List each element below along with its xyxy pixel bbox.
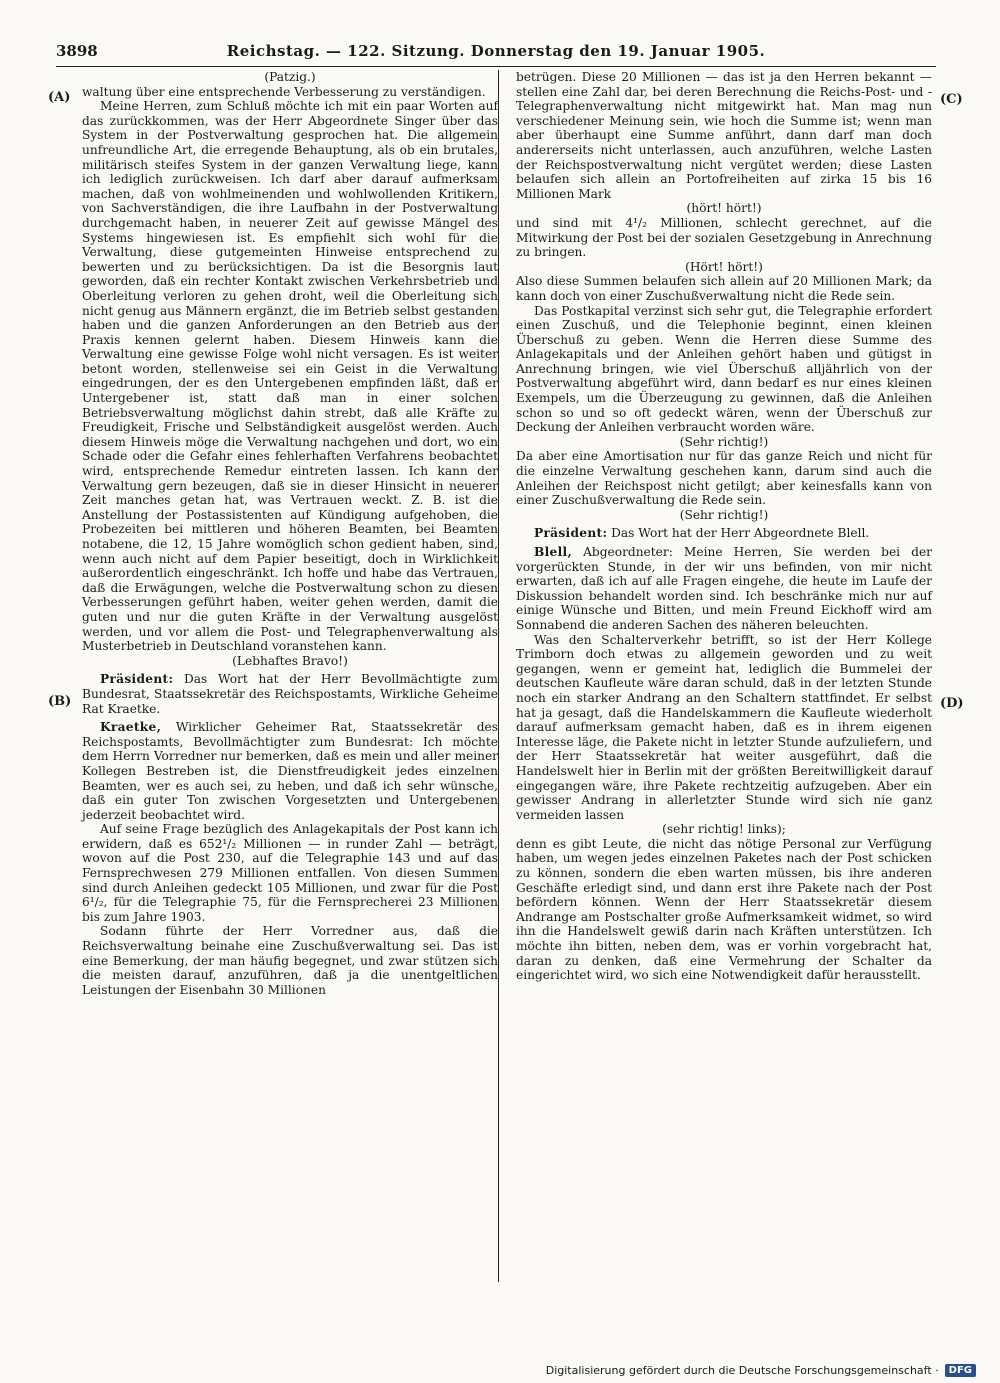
interjection: (Patzig.)	[264, 70, 316, 84]
margin-label-b: (B)	[48, 694, 72, 709]
running-head: Reichstag. — 122. Sitzung. Donnerstag den 19. Januar 1905.	[226, 42, 766, 60]
paragraph: Meine Herren, zum Schluß möchte ich mit ein paar Worten auf das zurückkommen, was der Herr Abgeordnete Singer über das System in der Postverwaltung gesprochen hat. Die allgemein unfreundliche Art, die erregende Behauptung, als ob ein brutales, militärisch steifes System in der ganzen Verwaltung liege, kann ich lediglich zurückweisen. Ich darf aber darauf aufmerksam machen, daß von wohlmeinenden und wohlwollenden Kritikern, von Sachverständigen, die ihre Laufbahn in der Postverwaltung durchgemacht haben, in neuerer Zeit auf gewisse Mängel des Systems hingewiesen ist. Es empfiehlt sich wohl für die Verwaltung, diese gutgemeinten Hinweise entsprechend zu bewerten und zu berücksichtigen. Da ist die Besorgnis laut geworden, daß ein rechter Kontakt zwischen Verkehrsbetrieb und Oberleitung verloren zu gehen droht, weil die Oberleitung sich nicht genug aus Männern ergänzt, die im Betrieb selbst gestanden haben und die ganzen Anforderungen an den Betrieb aus der Praxis kennen gelernt haben. Diesem Hinweis kann die Verwaltung eine gewisse Folge wohl nicht versagen. Es ist weiter betont worden, stellenweise sei ein Geist in die Verwaltung eingedrungen, der es den Untergebenen empfinden läßt, daß er Untergebener ist, statt daß man in einer solchen Betriebsverwaltung möglichst dahin strebt, daß alle Kräfte zu Freudigkeit, Frische und Selbständigkeit ausgelöst werden. Auch diesem Hinweis möge die Verwaltung nachgehen und dort, wo ein Schade oder die Gefahr eines fehlerhaften Verfahrens beobachtet wird, entsprechende Remedur eintreten lassen. Ich kann der Verwaltung gern bezeugen, daß sie in dieser Hinsicht in neuerer Zeit manches getan hat, was Vertrauen weckt. Z. B. ist die Anstellung der Postassistenten auf Kündigung aufgehoben, die Probezeiten bei mittleren und höheren Beamten, bei Beamten notabene, die 12, 15 Jahre womöglich schon gedient haben, sind, wenn auch nicht auf dem Papier beseitigt, doch in Wirklichkeit außerordentlich eingeschränkt. Ich hoffe und habe das Vertrauen, daß die Erwägungen, welche die Postverwaltung schon zu diesen Verbesserungen geführt haben, weiter gehen werden, damit die guten und nur die guten Kräfte in der Verwaltung ausgelöst werden, und vor allem die Post- und Telegraphenverwaltung als Musterbetrieb in Deutschland voranstehen kann.	[82, 99, 498, 654]
paragraph: Was den Schalterverkehr betrifft, so ist der Herr Kollege Trimborn doch etwas zu allgemein geworden und zu weit gegangen, wenn er gemeint hat, lediglich die Bummelei der deutschen Kaufleute wäre daran schuld, daß in der letzten Stunde noch ein starker Andrang an den Schaltern stattfindet. Er selbst hat ja gesagt, daß die Handelskammern die Kaufleute wiederholt darauf aufmerksam gemacht haben, daß es in ihrem eigenen Interesse läge, die Pakete nicht in letzter Stunde aufzuliefern, und der Herr Staatssekretär hat weiter ausgeführt, daß die Handelswelt hier in Berlin mit der größten Bereitwilligkeit darauf eingegangen wäre, ihre Pakete rechtzeitig aufzugeben. Aber ein gewisser Andrang in allerletzter Stunde wird sich nie ganz vermeiden lassen	[516, 632, 932, 822]
paragraph: waltung über eine entsprechende Verbesserung zu verständigen.	[82, 84, 486, 99]
paragraph: Das Postkapital verzinst sich sehr gut, die Telegraphie erfordert einen Zuschuß, und die Telephonie beginnt, einen kleinen Überschuß zu geben. Wenn die Herren diese Summe des Anlagekapitals und der Anleihen gehört haben und gütigst in Anrechnung bringen, wie viel Überschuß alljährlich von der Postverwaltung abgeführt wird, dann bedarf es nur eines kleinen Exempels, um die Überzeugung zu gewinnen, daß die Anleihen schon so und so oft gedeckt wären, wenn der Überschuß zur Deckung der Anleihen verbraucht worden wäre.	[516, 303, 932, 435]
margin-label-d: (D)	[940, 696, 964, 711]
speaker-name: Blell,	[534, 545, 572, 559]
header-rule	[56, 66, 936, 67]
speaker-name: Präsident:	[534, 526, 608, 541]
speaker-paragraph	[82, 720, 498, 822]
paragraph: Auf seine Frage bezüglich des Anlagekapitals der Post kann ich erwidern, daß es 652¹/₂ Millionen — in runder Zahl — beträgt, wovon auf die Post 230, auf die Telegraphie 143 und auf das Fernsprechwesen 279 Millionen entfallen. Von diesen Summen sind durch Anleihen gedeckt 105 Millionen, und zwar für die Post 6¹/₂, für die Telegraphie 75, für die Fernsprecherei 23 Millionen bis zum Jahre 1903.	[82, 822, 498, 924]
page-number: 3898	[56, 42, 98, 60]
dfg-logo: DFG	[945, 1364, 976, 1377]
paragraph: Also diese Summen belaufen sich allein auf 20 Millionen Mark; da kann doch von einer Zuschußverwaltung nicht die Rede sein.	[516, 274, 932, 303]
speaker-paragraph	[516, 545, 932, 633]
margin-label-c: (C)	[940, 92, 963, 107]
speech-text: Das Wort hat der Herr Abgeordnete Blell.	[611, 526, 870, 541]
interjection: (sehr richtig! links);	[662, 822, 786, 837]
speaker-paragraph	[516, 526, 932, 541]
paragraph: Sodann führte der Herr Vorredner aus, daß die Reichsverwaltung beinahe eine Zuschußverwaltung sei. Das ist eine Bemerkung, der man häufig begegnet, und zwar stützen sich die meisten darauf, anzuführen, daß ja die unentgeltlichen Leistungen der Eisenbahn 30 Millionen	[82, 924, 498, 997]
interjection: (Sehr richtig!)	[679, 434, 769, 449]
paragraph: betrügen. Diese 20 Millionen — das ist ja den Herren bekannt — stellen eine Zahl dar, bei deren Berechnung die Reichs-Post- und -Telegraphenverwaltung nicht mitgewirkt hat. Man mag nun verschiedener Meinung sein, wie hoch die Summe ist; wenn man aber überhaupt eine Summe anführt, dann darf man doch andererseits nicht unterlassen, auch anzuführen, welche Lasten der Reichspostverwaltung nicht vergütet werden; diese Lasten belaufen sich allein an Portofreiheiten auf zirka 15 bis 16 Millionen Mark	[516, 70, 932, 201]
interjection: (Lebhaftes Bravo!)	[232, 653, 348, 668]
speaker-paragraph	[82, 672, 498, 716]
speech-text: Abgeordneter: Meine Herren, Sie werden bei der vorgerückten Stunde, in der wir uns befinden, von mir nicht erwarten, daß ich auf alle Fragen eingehe, die heute im Laufe der Diskussion behandelt worden sind. Ich beschränke mich nur auf einige Wünsche und Bitten, und mein Freund Eickhoff wird am Sonnabend die anderen Sachen des näheren beleuchten.	[516, 545, 933, 632]
interjection: (hört! hört!)	[686, 201, 762, 216]
speaker-name: Kraetke,	[100, 720, 162, 735]
interjection: (Sehr richtig!)	[679, 507, 769, 522]
left-column	[82, 70, 498, 997]
speaker-name: Präsident:	[100, 672, 174, 687]
column-divider	[498, 70, 499, 1282]
footer-credit: Digitalisierung gefördert durch die Deutsche Forschungsgemeinschaft ·	[545, 1364, 939, 1377]
right-column	[516, 70, 932, 983]
paragraph: und sind mit 4¹/₂ Millionen, schlecht gerechnet, auf die Mitwirkung der Post bei der sozialen Gesetzgebung in Anrechnung zu bringen.	[516, 215, 932, 260]
speech-text: Das Wort hat der Herr Bevollmächtigte zum Bundesrat, Staatssekretär des Reichspostamts, Wirkliche Geheime Rat Kraetke.	[82, 672, 498, 716]
margin-label-a: (A)	[48, 90, 71, 105]
speech-text: Wirklicher Geheimer Rat, Staatssekretär des Reichspostamts, Bevollmächtigter zum Bundesrat: Ich möchte dem Herrn Vorredner nur bemerken, daß es mein und aller meiner Kollegen Bestreben ist, die Dienstfreudigkeit jedes einzelnen Beamten, wer es auch sei, zu heben, und daß ich sehr wünsche, daß ein guter Ton zwischen Vorgesetzten und Untergebenen jederzeit beobachtet wird.	[82, 720, 499, 822]
interjection: (Hört! hört!)	[685, 259, 763, 274]
paragraph: denn es gibt Leute, die nicht das nötige Personal zur Verfügung haben, um wegen jedes einzelnen Paketes nach der Post schicken zu können, sondern die eben warten müssen, bis ihre anderen Geschäfte erledigt sind, und dann erst ihre Pakete nach der Post befördern können. Wenn der Herr Staatssekretär diesem Andrange am Postschalter große Aufmerksamkeit widmet, so wird ihn die Handelswelt gewiß darin nach Kräften unterstützen. Ich möchte ihn bitten, neben dem, was er vorhin vorgebracht hat, daran zu denken, daß eine Vermehrung der Schalter da eingerichtet wird, wo sich eine Notwendigkeit dafür herausstellt.	[516, 836, 932, 983]
page-header	[56, 38, 936, 64]
paragraph: Da aber eine Amortisation nur für das ganze Reich und nicht für die einzelne Verwaltung geschehen kann, darum sind auch die Anleihen der Reichspost nicht getilgt; aber keinesfalls kann von einer Zuschußverwaltung die Rede sein.	[516, 449, 932, 508]
footer	[546, 1364, 976, 1377]
